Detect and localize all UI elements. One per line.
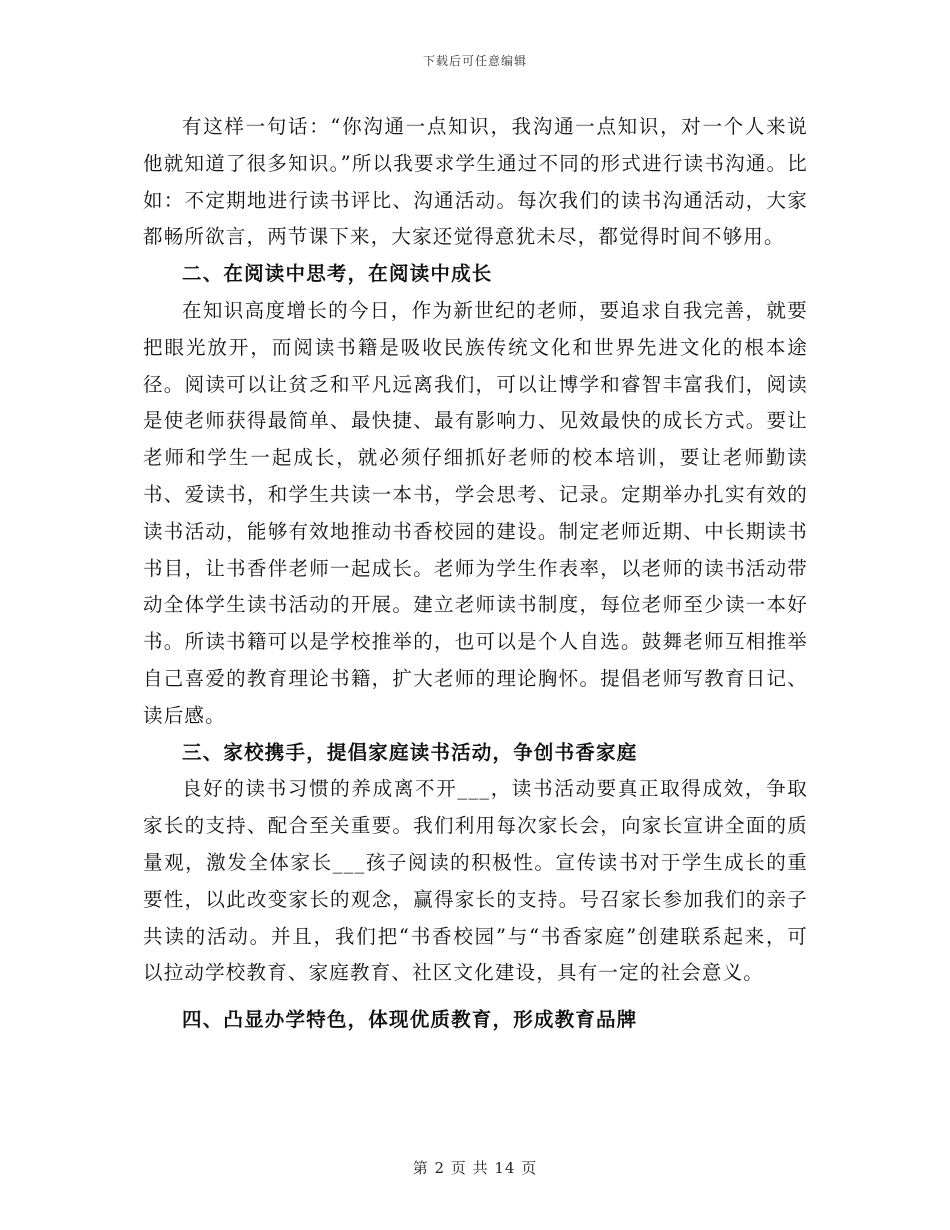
document-body bbox=[143, 109, 808, 1039]
paragraph-section-2: 在知识高度增长的今日，作为新世纪的老师，要追求自我完善，就要把眼光放开，而阅读书籍是吸收民族传统文化和世界先进文化的根本途径。阅读可以让贫乏和平凡远离我们，可以让博学和睿智丰富我们，阅读是使老师获得最简单、最快捷、最有影响力、见效最快的成长方式。要让老师和学生一起成长，就必须仔细抓好老师的校本培训，要让老师勤读书、爱读书，和学生共读一本书，学会思考、记录。定期举办扎实有效的读书活动，能够有效地推动书香校园的建设。制定老师近期、中长期读书书目，让书香伴老师一起成长。老师为学生作表率，以老师的读书活动带动全体学生读书活动的开展。建立老师读书制度，每位老师至少读一本好书。所读书籍可以是学校推举的，也可以是个人自选。鼓舞老师互相推举自己喜爱的教育理论书籍，扩大老师的理论胸怀。提倡老师写教育日记、读后感。 bbox=[143, 298, 808, 727]
section-heading-4: 四、凸显办学特色，体现优质教育，形成教育品牌 bbox=[182, 1008, 638, 1032]
page-header: 下载后可任意编辑 bbox=[422, 54, 527, 68]
page-footer: 第 2 页 共 14 页 bbox=[412, 1159, 538, 1177]
paragraph-intro: 有这样一句话：“你沟通一点知识，我沟通一点知识，对一个人来说他就知道了很多知识。”所以我要求学生通过不同的形式进行读书沟通。比如：不定期地进行读书评比、沟通活动。每次我们的读书沟通活动，大家都畅所欲言，两节课下来，大家还觉得意犹未尽，都觉得时间不够用。 bbox=[143, 115, 808, 249]
section-heading-2: 二、在阅读中思考，在阅读中成长 bbox=[182, 262, 493, 286]
paragraph-section-3: 良好的读书习惯的养成离不开___，读书活动要真正取得成效，争取家长的支持、配合至关重要。我们利用每次家长会，向家长宣讲全面的质量观，激发全体家长___孩子阅读的积极性。宣传读书对于学生成长的重要性，以此改变家长的观念，赢得家长的支持。号召家长参加我们的亲子共读的活动。并且，我们把“书香校园”与“书香家庭”创建联系起来，可以拉动学校教育、家庭教育、社区文化建设，具有一定的社会意义。 bbox=[143, 777, 808, 985]
section-heading-3: 三、家校携手，提倡家庭读书活动，争创书香家庭 bbox=[182, 740, 638, 764]
